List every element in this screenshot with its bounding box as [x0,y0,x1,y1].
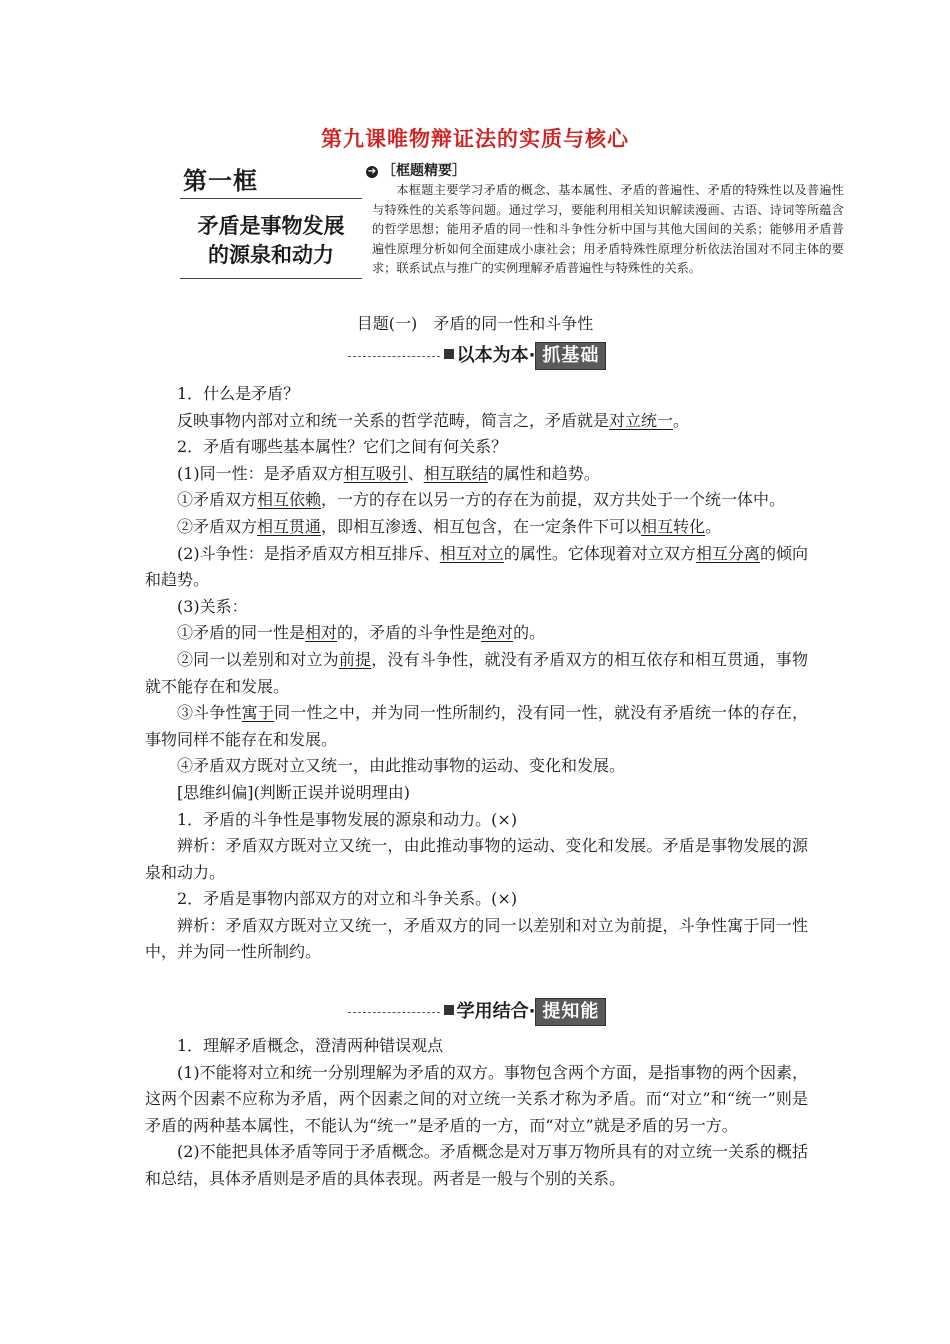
thinking-correction-heading: [思维纠偏](判断正误并说明理由) [177,782,410,802]
identity-point-2: ②矛盾双方相互贯通，即相互渗透、相互包含，在一定条件下可以相互转化。 [177,516,722,536]
banner-text: 以本为本· [456,345,536,366]
topic-subheading: 目题(一) 矛盾的同一性和斗争性 [356,314,594,333]
square-bullet-icon [444,1005,454,1015]
frame-divider-top [180,198,362,199]
judgment-1-analysis: 辨析：矛盾双方既对立又统一，由此推动事物的运动、变化和发展。矛盾是事物发展的源泉和动力。 [145,836,808,882]
relation-point-3: ③斗争性寓于同一性之中，并为同一性所制约，没有同一性，就没有矛盾统一体的存在，事物同样不能存在和发展。 [145,703,808,749]
relation-heading: (3)关系： [177,596,248,616]
section-basics [145,381,808,966]
banner-tag: 抓基础 [535,342,606,370]
relation-point-2: ②同一以差别和对立为前提，没有斗争性，就没有矛盾双方的相互依存和相互贯通，事物就不能存在和发展。 [145,649,808,696]
section-skills [145,1033,808,1193]
summary-heading-text: ［框题精要］ [382,163,466,179]
skill-point-1: 1．理解矛盾概念，澄清两种错误观点 [177,1036,444,1055]
skill-point-3: (2)不能把具体矛盾等同于矛盾概念。矛盾概念是对万事万物所具有的对立统一关系的概括和总结，具体矛盾则是矛盾的具体表现。两者是一般与个别的关系。 [145,1142,808,1188]
frame-divider-bottom [180,278,362,279]
summary-heading [366,160,466,180]
skill-point-2: (1)不能将对立和统一分别理解为矛盾的双方。事物包含两个方面，是指事物的两个因素，这两个因素不应称为矛盾，两个因素之间的对立统一关系才称为矛盾。而“对立”和“统一”则是矛盾的两种基本属性，不能认为“统一”是矛盾的一方，而“对立”就是矛盾的另一方。 [145,1062,808,1135]
frame-name [180,212,362,270]
frame-name-line2: 的源泉和动力 [208,243,334,267]
banner-tag: 提知能 [535,998,606,1026]
frame-number: 第一框 [183,167,258,195]
section-banner-skills [0,997,950,1026]
lesson-title: 第九课唯物辩证法的实质与核心 [321,127,629,151]
dashed-rule [348,356,440,357]
arrow-right-icon: ➔ [367,166,377,177]
judgment-2: 2．矛盾是事物内部双方的对立和斗争关系。(×) [177,889,518,909]
relation-point-4: ④矛盾双方既对立又统一，由此推动事物的运动、变化和发展。 [177,756,626,776]
question-1: 1．什么是矛盾？ [177,384,300,403]
square-bullet-icon [444,349,454,359]
answer-1: 反映事物内部对立和统一关系的哲学范畴，简言之，矛盾就是对立统一。 [177,410,690,430]
question-2: 2．矛盾有哪些基本属性？它们之间有何关系？ [177,437,508,457]
banner-text: 学用结合· [456,1001,536,1022]
judgment-1: 1．矛盾的斗争性是事物发展的源泉和动力。(×) [177,809,518,829]
identity-point-1: ①矛盾双方相互依赖，一方的存在以另一方的存在为前提，双方共处于一个统一体中。 [177,490,786,510]
identity-definition: (1)同一性：是矛盾双方相互吸引、相互联结的属性和趋势。 [177,463,600,483]
frame-name-line1: 矛盾是事物发展 [197,214,345,238]
relation-point-1: ①矛盾的同一性是相对的，矛盾的斗争性是绝对的。 [177,623,546,643]
struggle-definition: (2)斗争性：是指矛盾双方相互排斥、相互对立的属性。它体现着对立双方相互分离的倾向和趋势。 [145,543,808,590]
summary-body: 本框题主要学习矛盾的概念、基本属性、矛盾的普遍性、矛盾的特殊性以及普遍性与特殊性的关系等问题。通过学习，要能利用相关知识解读漫画、古语、诗词等所蕴含的哲学思想；能用矛盾的同一性和斗争性分析中国与其他大国间的关系；能够用矛盾普遍性原理分析如何全面建成小康社会；用矛盾特殊性原理分析依法治国对不同主体的要求；联系试点与推广的实例理解矛盾普遍性与特殊性的关系。 [372,183,844,275]
section-banner-basics [0,341,950,370]
judgment-2-analysis: 辨析：矛盾双方既对立又统一，矛盾双方的同一以差别和对立为前提，斗争性寓于同一性中，并为同一性所制约。 [145,915,808,962]
dashed-rule [348,1012,440,1013]
